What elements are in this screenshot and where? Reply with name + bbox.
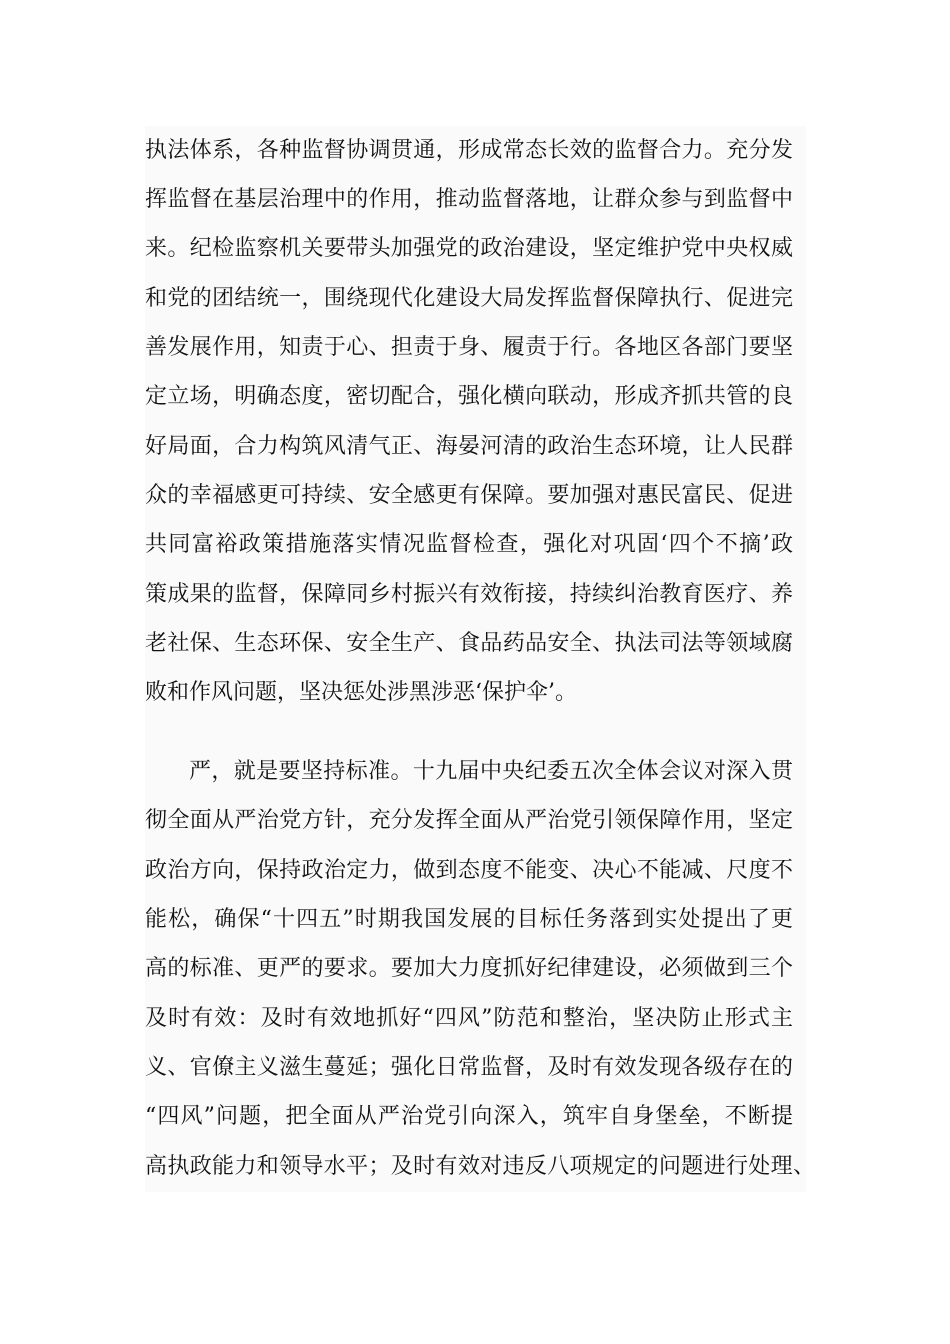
paragraph-2-line-1: 严，就是要坚持标准。十九届中央纪委五次全体会议对深入贯 <box>189 759 793 784</box>
paragraph-1-line-9: 共同富裕政策措施落实情况监督检查，强化对巩固‘四个不摘’政 <box>145 532 793 557</box>
paragraph-1-line-12: 败和作风问题，坚决惩处涉黑涉恶‘保护伞’。 <box>145 680 577 705</box>
paragraph-2-line-2: 彻全面从严治党方针，充分发挥全面从严治党引领保障作用，坚定 <box>145 808 793 833</box>
paragraph-1-line-8: 众的幸福感更可持续、安全感更有保障。要加强对惠民富民、促进 <box>145 483 793 508</box>
paragraph-1-line-10: 策成果的监督，保障同乡村振兴有效衔接，持续纠治教育医疗、养 <box>145 582 793 607</box>
paragraph-1-line-7: 好局面，合力构筑风清气正、海晏河清的政治生态环境，让人民群 <box>145 434 793 459</box>
paragraph-1-line-11: 老社保、生态环保、安全生产、食品药品安全、执法司法等领域腐 <box>145 631 793 656</box>
paragraph-2-line-8: “四风”问题，把全面从严治党引向深入，筑牢自身堡垒，不断提 <box>145 1104 793 1129</box>
paragraph-2-line-5: 高的标准、更严的要求。要加大力度抓好纪律建设，必须做到三个 <box>145 956 793 981</box>
paragraph-1-line-4: 和党的团结统一，围绕现代化建设大局发挥监督保障执行、促进完 <box>145 286 793 311</box>
paragraph-2-line-4: 能松，确保“十四五”时期我国发展的目标任务落到实处提出了更 <box>145 907 793 932</box>
paragraph-1-line-3: 来。纪检监察机关要带头加强党的政治建设，坚定维护党中央权威 <box>145 236 793 261</box>
paragraph-1-line-6: 定立场，明确态度，密切配合，强化横向联动，形成齐抓共管的良 <box>145 384 793 409</box>
paragraph-2-line-7: 义、官僚主义滋生蔓延；强化日常监督，及时有效发现各级存在的 <box>145 1055 793 1080</box>
paragraph-1-line-2: 挥监督在基层治理中的作用，推动监督落地，让群众参与到监督中 <box>145 187 793 212</box>
document-page-body <box>145 126 815 1192</box>
paragraph-2-line-3: 政治方向，保持政治定力，做到态度不能变、决心不能减、尺度不 <box>145 858 793 883</box>
paragraph-2-line-9: 高执政能力和领导水平；及时有效对违反八项规定的问题进行处理、 <box>145 1154 815 1179</box>
paragraph-1-line-5: 善发展作用，知责于心、担责于身、履责于行。各地区各部门要坚 <box>145 335 793 360</box>
paragraph-2-line-6: 及时有效：及时有效地抓好“四风”防范和整治，坚决防止形式主 <box>145 1006 793 1031</box>
paragraph-1-line-1: 执法体系，各种监督协调贯通，形成常态长效的监督合力。充分发 <box>145 138 793 163</box>
